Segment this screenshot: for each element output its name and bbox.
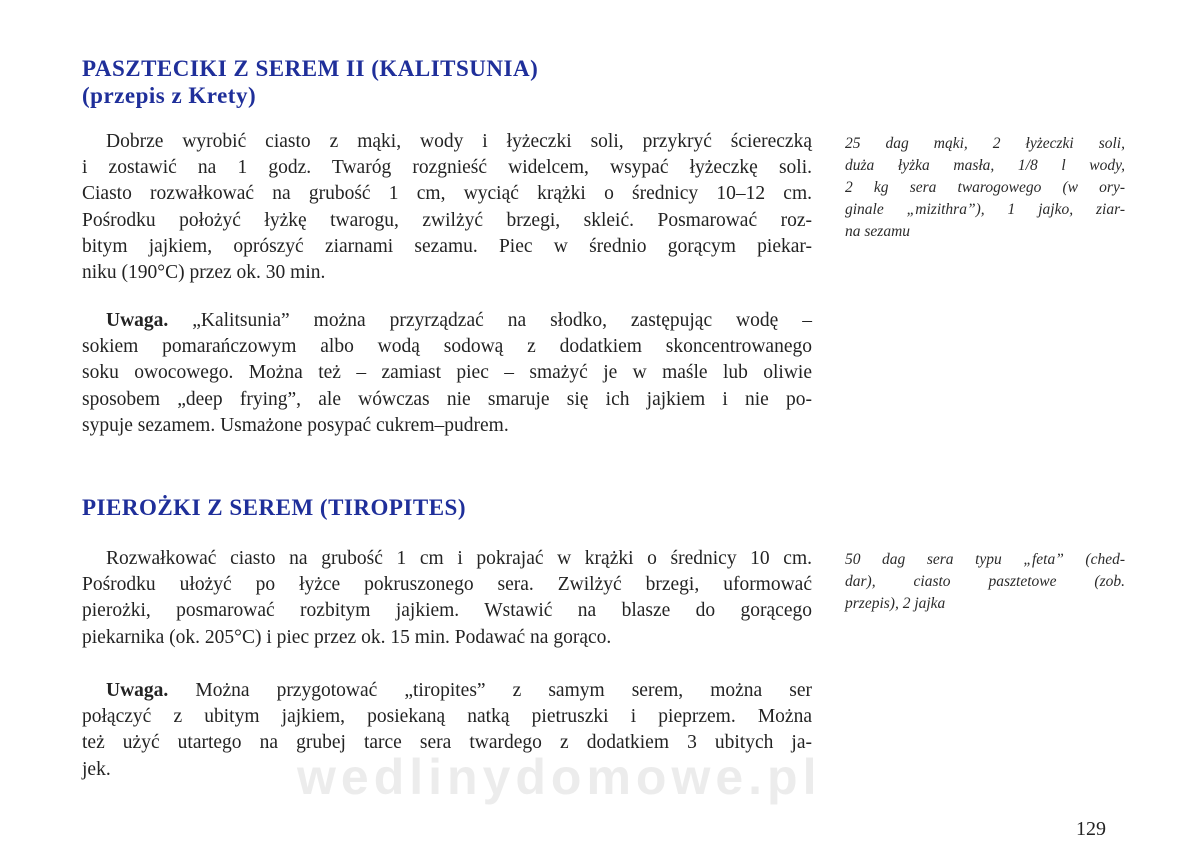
recipe-1-title (82, 55, 538, 109)
recipe-1-ingredient-line-2: duża łyżka masła, 1/8 l wody, (845, 157, 1125, 174)
recipe-1-note-label: Uwaga. (106, 310, 169, 331)
recipe-2-title: PIEROŻKI Z SEREM (TIROPITES) (82, 495, 466, 520)
recipe-1-note-line-1 (82, 308, 812, 334)
recipe-1-line-2: i zostawić na 1 godz. Twaróg rozgnieść widelcem, wsypać łyżeczkę soli. (82, 157, 812, 179)
recipe-2-line-3: pierożki, posmarować rozbitym jajkiem. Wstawić na blasze do gorącego (82, 600, 812, 622)
recipe-1-note-line-5: sypuje sezamem. Usmażone posypać cukrem–pudrem. (82, 414, 509, 436)
recipe-1-ingredients (845, 133, 1125, 243)
watermark: wedlinydomowe.pl (297, 749, 822, 805)
recipe-2-ingredient-line-1: 50 dag sera typu „feta” (ched- (845, 551, 1125, 568)
recipe-1-line-4: Pośrodku położyć łyżkę twarogu, zwilżyć brzegi, skleić. Posmarować roz- (82, 209, 812, 231)
recipe-2-ingredients (845, 549, 1125, 615)
recipe-1-title-line-2: (przepis z Krety) (82, 83, 257, 108)
recipe-1-instructions (82, 129, 812, 286)
recipe-2-line-4: piekarnika (ok. 205°C) i piec przez ok. 15 min. Podawać na gorąco. (82, 626, 612, 648)
recipe-2-note-text-1: Można przygotować „tiropites” z samym serem, można ser (195, 680, 812, 701)
recipe-1-note (82, 308, 812, 439)
recipe-2-line-1: Rozwałkować ciasto na grubość 1 cm i pokrajać w krążki o średnicy 10 cm. (106, 548, 812, 569)
recipe-2-note-label: Uwaga. (106, 680, 169, 701)
recipe-1-line-1: Dobrze wyrobić ciasto z mąki, wody i łyżeczki soli, przykryć ściereczką (106, 131, 812, 152)
recipe-1-note-line-3: soku owocowego. Można też – zamiast piec – smażyć je w maśle lub oliwie (82, 362, 812, 384)
recipe-1-ingredient-line-1: 25 dag mąki, 2 łyżeczki soli, (845, 135, 1125, 152)
recipe-1-note-text-1: „Kalitsunia” można przyrządzać na słodko, zastępując wodę – (192, 310, 812, 331)
recipe-2-instructions (82, 546, 812, 651)
recipe-1-line-5: bitym jajkiem, oprószyć ziarnami sezamu. Piec w średnio gorącym piekar- (82, 235, 812, 257)
page-number: 129 (1076, 818, 1106, 840)
recipe-2-note-line-3: też użyć utartego na grubej tarce sera twardego z dodatkiem 3 ubitych ja- (82, 732, 812, 754)
recipe-1-note-line-2: sokiem pomarańczowym albo wodą sodową z dodatkiem skoncentrowanego (82, 336, 812, 358)
recipe-2-ingredient-line-2: dar), ciasto pasztetowe (zob. (845, 573, 1125, 590)
recipe-1-line-6: niku (190°C) przez ok. 30 min. (82, 262, 326, 284)
recipe-1-ingredient-line-3: 2 kg sera twarogowego (w ory- (845, 179, 1125, 196)
recipe-2-note-line-2: połączyć z ubitym jajkiem, posiekaną natką pietruszki i pieprzem. Można (82, 706, 812, 728)
recipe-2-note-line-1 (82, 678, 812, 704)
recipe-1-ingredient-line-5: na sezamu (845, 223, 911, 240)
recipe-2-note-line-4: jek. (82, 758, 111, 780)
recipe-1-title-line-1: PASZTECIKI Z SEREM II (KALITSUNIA) (82, 56, 539, 81)
recipe-2-ingredient-line-3: przepis), 2 jajka (845, 595, 946, 612)
recipe-1-note-line-4: sposobem „deep frying”, ale wówczas nie smaruje się ich jajkiem i nie po- (82, 388, 812, 410)
recipe-1-ingredient-line-4: ginale „mizithra”), 1 jajko, ziar- (845, 201, 1125, 218)
recipe-2-line-2: Pośrodku ułożyć po łyżce pokruszonego sera. Zwilżyć brzegi, uformować (82, 574, 812, 596)
recipe-1-line-3: Ciasto rozwałkować na grubość 1 cm, wyciąć krążki o średnicy 10–12 cm. (82, 183, 812, 205)
